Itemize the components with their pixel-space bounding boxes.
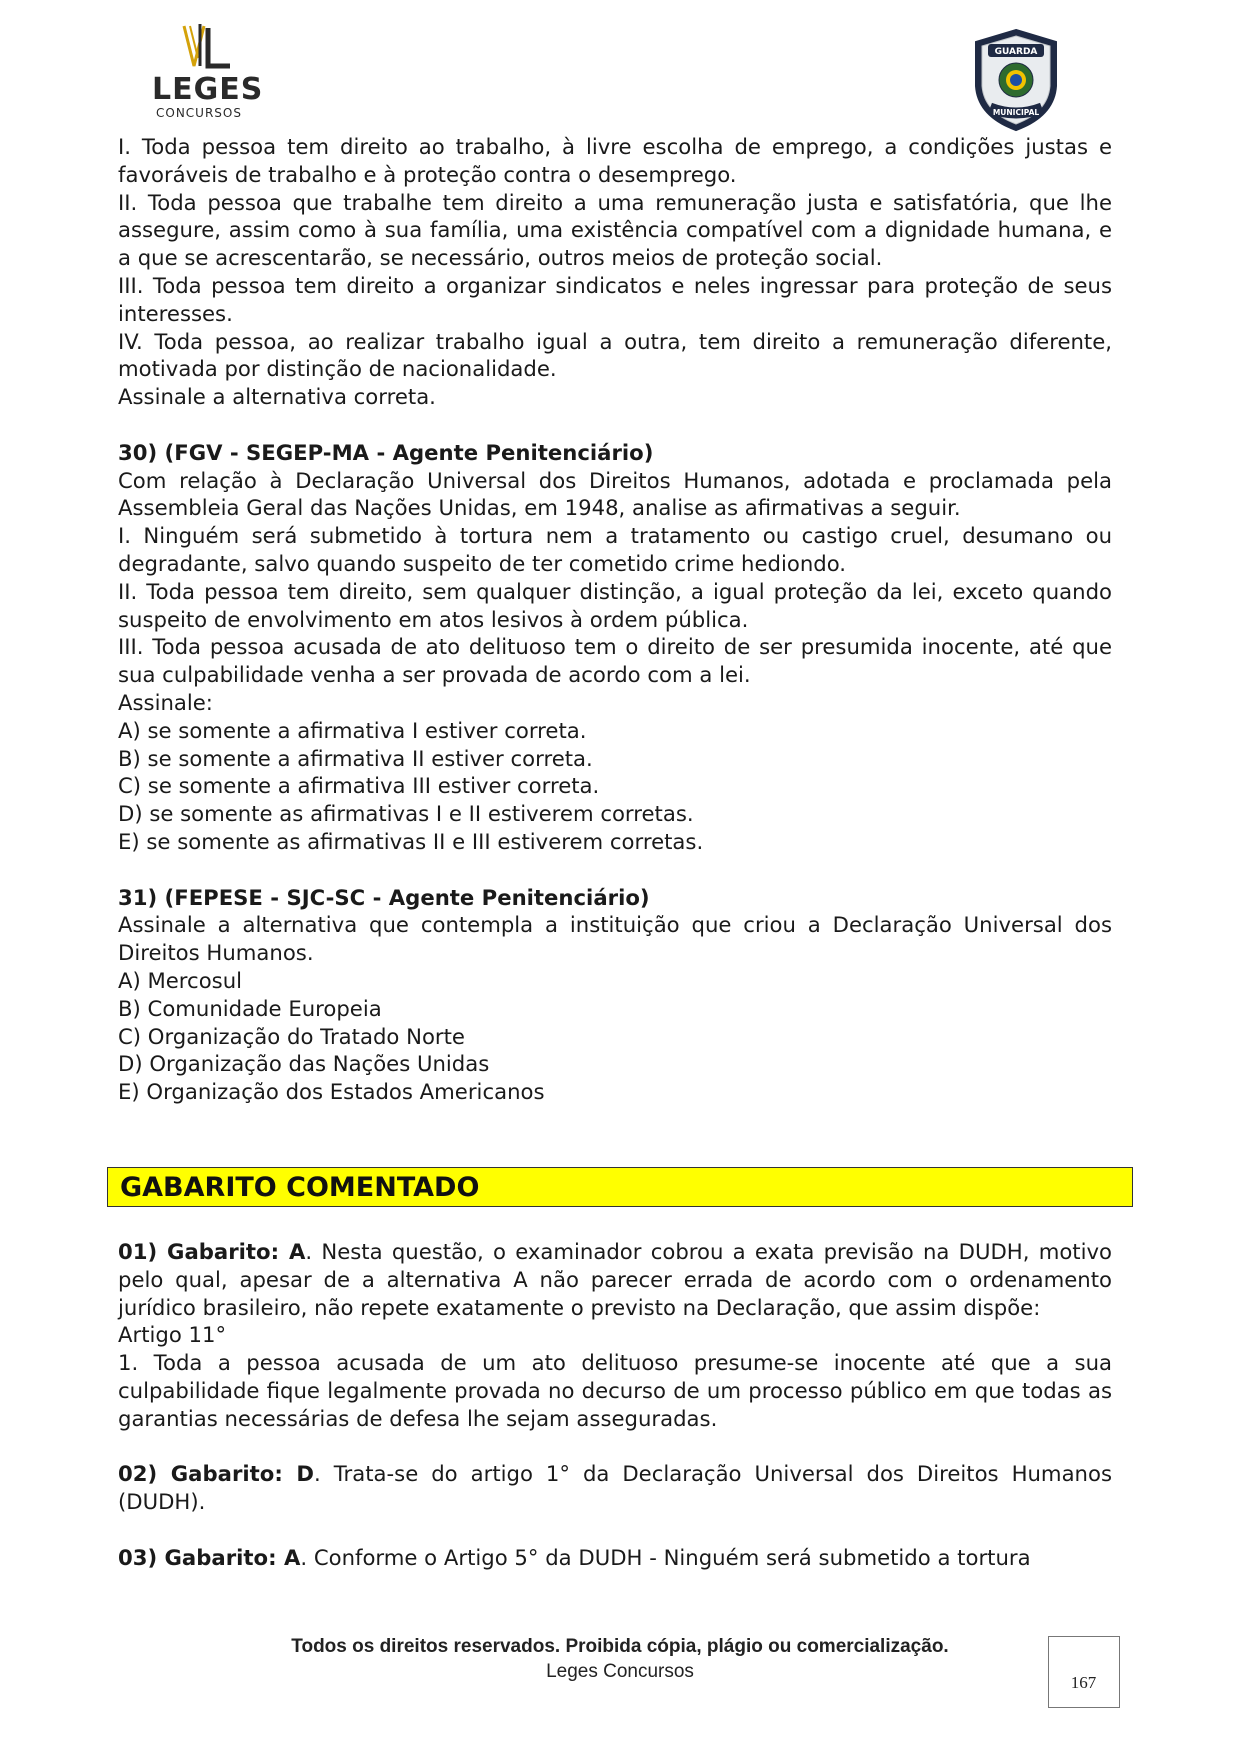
page-number: 167 (1070, 1673, 1097, 1692)
answer-02-text: . Trata-se do artigo 1° da Declaração Universal dos Direitos Humanos (DUDH). (118, 1461, 1112, 1515)
intro-item: I. Toda pessoa tem direito ao trabalho, à livre escolha de emprego, a condições justas e favoráveis de trabalho e à proteção contra o desemprego. (118, 134, 1112, 187)
question-31-option: C) Organização do Tratado Norte (118, 1023, 465, 1049)
question-30-item: III. Toda pessoa acusada de ato delituoso tem o direito de ser presumida inocente, até que sua culpabilidade venha a ser provada de acordo com a lei. (118, 634, 1112, 688)
answer-03-label: 03) Gabarito: A (118, 1544, 301, 1570)
question-30-option: C) se somente a afirmativa III estiver correta. (118, 773, 600, 799)
badge-icon (970, 28, 1062, 132)
question-30-instruction: Assinale: (118, 689, 213, 715)
question-30-option: E) se somente as afirmativas II e III estiverem corretas. (118, 828, 704, 854)
logo-subtitle: CONCURSOS (156, 106, 242, 120)
answer-01-label: 01) Gabarito: A (118, 1239, 306, 1264)
question-31-option: E) Organização dos Estados Americanos (118, 1079, 545, 1105)
page-header (0, 0, 1240, 140)
question-30-stem: Com relação à Declaração Universal dos Direitos Humanos, adotada e proclamada pela Assembleia Geral das Nações Unidas, em 1948, analise as afirmativas a seguir. (118, 467, 1112, 521)
gabarito-heading-box (107, 1167, 1133, 1207)
question-30-option: A) se somente a afirmativa I estiver correta. (118, 717, 587, 743)
intro-item: III. Toda pessoa tem direito a organizar sindicatos e neles ingressar para proteção de seus interesses. (118, 272, 1112, 326)
question-30-item: I. Ninguém será submetido à tortura nem a tratamento ou castigo cruel, desumano ou degradante, salvo quando suspeito de ter cometido crime hediondo. (118, 523, 1112, 576)
leges-logo-icon (178, 22, 234, 72)
leges-logo (150, 22, 264, 120)
answer-01-quote: 1. Toda a pessoa acusada de um ato delituoso presume-se inocente até que a sua culpabilidade fique legalmente provada no decurso de um processo público em que todas as garantias necessárias de defesa lhe sejam asseguradas. (118, 1350, 1112, 1431)
guarda-municipal-badge (970, 28, 1062, 132)
logo-wordmark: LEGES (152, 72, 264, 107)
footer-company: Leges Concursos (546, 1661, 694, 1682)
page-number-box (1048, 1636, 1120, 1708)
question-30-title: 30) (FGV - SEGEP-MA - Agente Penitenciário) (118, 439, 654, 465)
intro-item: II. Toda pessoa que trabalhe tem direito a uma remuneração justa e satisfatória, que lhe assegure, assim como à sua família, uma existência compatível com a dignidade humana, e a que se acrescentarão, se necessário, outros meios de proteção social. (118, 189, 1112, 271)
question-31-title: 31) (FEPESE - SJC-SC - Agente Penitenciário) (118, 884, 650, 910)
answer-01-text: . Nesta questão, o examinador cobrou a exata previsão na DUDH, motivo pelo qual, apesar de a alternativa A não parecer errada de acordo com o ordenamento jurídico brasileiro, não repete exatamente o previsto na Declaração, que assim dispõe: (118, 1239, 1112, 1320)
question-30-option: D) se somente as afirmativas I e II estiverem corretas. (118, 801, 694, 827)
answer-01-article: Artigo 11° (118, 1322, 227, 1348)
gabarito-heading: GABARITO COMENTADO (120, 1172, 480, 1203)
question-31-option: B) Comunidade Europeia (118, 995, 382, 1021)
question-content (118, 133, 1112, 1106)
answer-03 (118, 1544, 1112, 1572)
answer-02-label: 02) Gabarito: D (118, 1461, 315, 1487)
svg-text:MUNICIPAL: MUNICIPAL (992, 108, 1040, 117)
answer-03-text: . Conforme o Artigo 5° da DUDH - Ninguém será submetido a tortura (300, 1544, 1031, 1570)
intro-instruction: Assinale a alternativa correta. (118, 384, 436, 410)
footer-rights: Todos os direitos reservados. Proibida cópia, plágio ou comercialização. (291, 1636, 949, 1657)
intro-item: IV. Toda pessoa, ao realizar trabalho igual a outra, tem direito a remuneração diferente, motivada por distinção de nacionalidade. (118, 328, 1112, 382)
question-30-item: II. Toda pessoa tem direito, sem qualquer distinção, a igual proteção da lei, exceto quando suspeito de envolvimento em atos lesivos à ordem pública. (118, 578, 1112, 632)
answer-content (118, 1238, 1112, 1572)
answer-02 (118, 1460, 1112, 1516)
question-31-stem: Assinale a alternativa que contempla a instituição que criou a Declaração Universal dos Direitos Humanos. (118, 912, 1112, 966)
svg-text:GUARDA: GUARDA (994, 47, 1038, 57)
answer-01 (118, 1238, 1112, 1321)
question-30-option: B) se somente a afirmativa II estiver correta. (118, 745, 593, 771)
question-31-option: A) Mercosul (118, 967, 243, 993)
question-31-option: D) Organização das Nações Unidas (118, 1051, 490, 1077)
